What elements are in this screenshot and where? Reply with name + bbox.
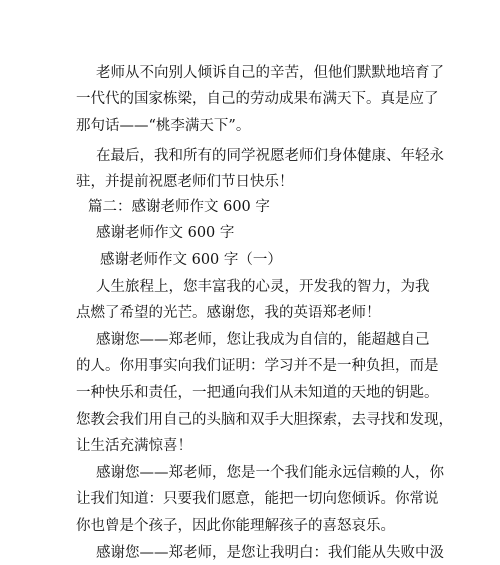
- paragraph-line-12: 的人。你用事实向我们证明：学习并不是一种负担，而是: [76, 358, 439, 374]
- paragraph-line-14: 您教会我们用自己的头脑和双手大胆探索，去寻找和发现，: [76, 412, 453, 428]
- paragraph-line-2: 一代代的国家栋梁，自己的劳动成果布满天下。真是应了: [76, 91, 439, 107]
- section-heading: 篇二：感谢老师作文 600 字: [88, 199, 270, 215]
- paragraph-line-5: 驻，并提前祝愿老师们节日快乐！: [76, 174, 294, 190]
- essay-subtitle: 感谢老师作文 600 字（一）: [100, 252, 282, 268]
- paragraph-line-10: 点燃了希望的光芒。感谢您，我的英语郑老师！: [76, 305, 381, 321]
- paragraph-line-18: 你也曾是个孩子，因此你能理解孩子的喜怒哀乐。: [76, 518, 395, 534]
- paragraph-line-3: 那句话——“桃李满天下”。: [76, 118, 251, 134]
- paragraph-line-1: 老师从不向别人倾诉自己的辛苦，但他们默默地培育了: [96, 65, 444, 81]
- paragraph-line-11: 感谢您——郑老师，您让我成为自信的，能超越自己: [96, 332, 430, 348]
- paragraph-line-17: 让我们知道：只要我们愿意，能把一切向您倾诉。你常说: [76, 491, 439, 507]
- paragraph-line-4: 在最后，我和所有的同学祝愿老师们身体健康、年轻永: [96, 148, 444, 164]
- paragraph-line-9: 人生旅程上，您丰富我的心灵，开发我的智力，为我: [96, 279, 430, 295]
- paragraph-line-13: 一种快乐和责任，一把通向我们从未知道的天地的钥匙。: [76, 385, 439, 401]
- essay-title: 感谢老师作文 600 字: [96, 225, 235, 241]
- paragraph-line-16: 感谢您——郑老师，您是一个我们能永远信赖的人，你: [96, 465, 444, 481]
- paragraph-line-19: 感谢您——郑老师，是您让我明白：我们能从失败中汲: [96, 545, 444, 561]
- paragraph-line-15: 让生活充满惊喜！: [76, 438, 192, 454]
